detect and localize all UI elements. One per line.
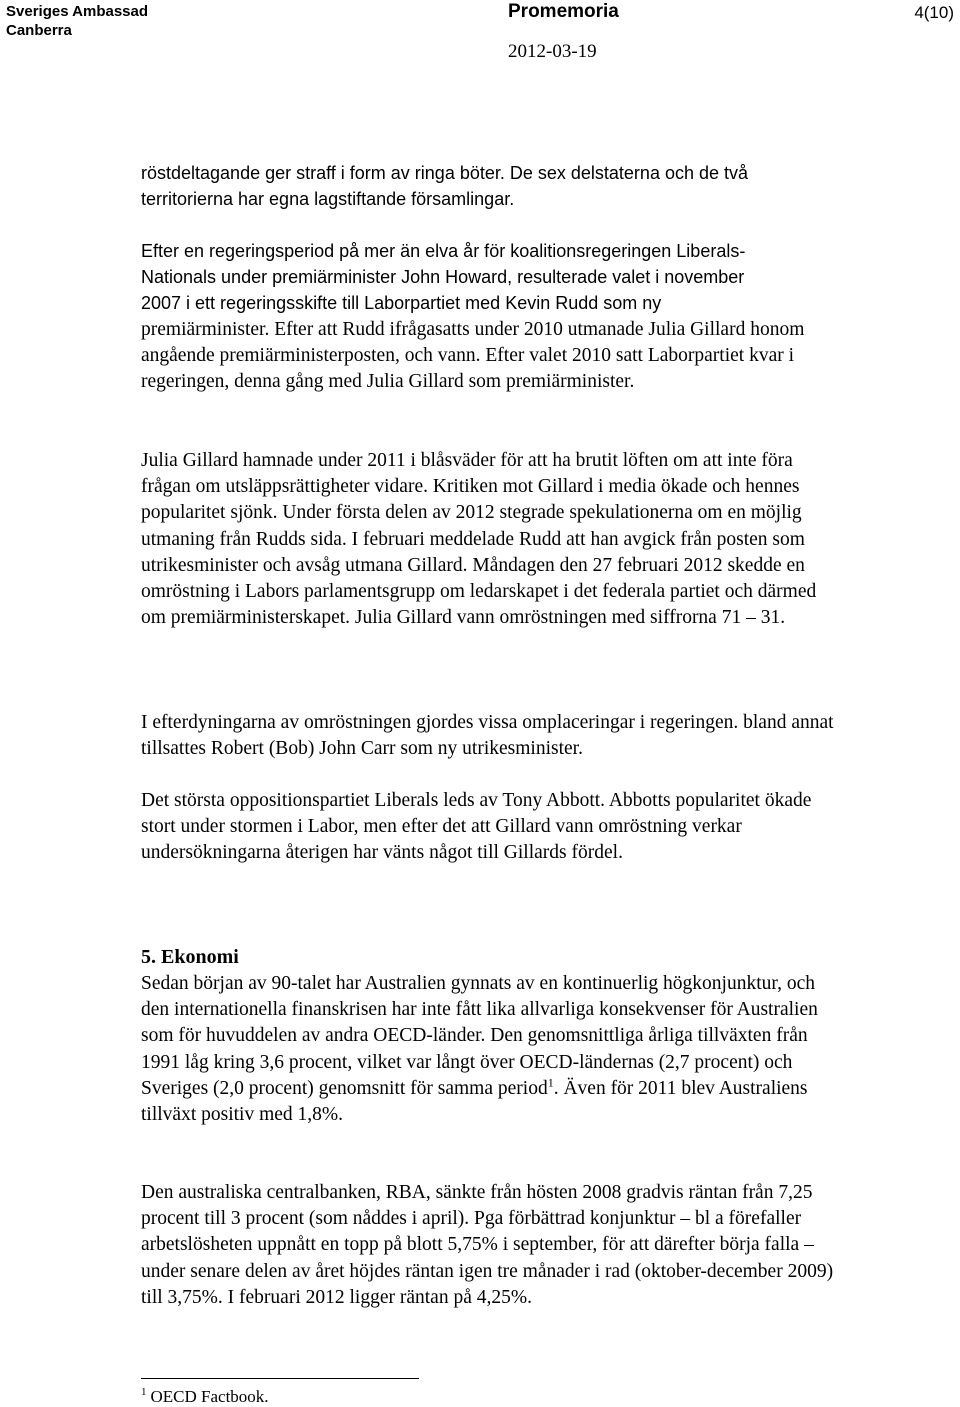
footnote-divider: [141, 1378, 419, 1379]
paragraph-3: Julia Gillard hamnade under 2011 i blåsväder för att ha brutit löften om att inte föra frågan om utsläppsrättigheter vidare. Kritiken mot Gillard i media ökade och hennes popularitet sjönk. Under första delen av 2012 stegrade spekulationerna om en möjlig utmaning från Rudds sida. I februari meddelade Rudd att han avgick från posten som utrikesminister och avsåg utmana Gillard. Måndagen den 27 februari 2012 skedde en omröstning i Labors parlamentsgrupp om ledarskapet i det federala partiet och därmed om premiärministerskapet. Julia Gillard vann omröstningen med siffrorna 71 – 31.: [141, 450, 817, 629]
section-heading-ekonomi: 5. Ekonomi: [141, 946, 239, 968]
footnote-text: OECD Factbook.: [150, 1387, 269, 1406]
paragraph-1-line-1: röstdeltagande ger straff i form av ringa böter. De sex delstaterna och de två: [141, 163, 749, 183]
paragraph-6-text: Sedan början av 90-talet har Australien gynnats av en kontinuerlig högkonjunktur, och den internationella finanskrisen har inte fått lika allvarliga konsekvenser för Australien som för huvuddelen av andra OECD-länder. Den genomsnittliga årliga tillväxten från 1991 låg kring 3,6 procent, vilket var långt över OECD-ländernas (2,7 procent) och Sveriges (2,0 procent) genomsnitt för samma period: [141, 973, 818, 1099]
paragraph-2-line-1: Efter en regeringsperiod på mer än elva år för koalitionsregeringen Liberals-: [141, 241, 746, 261]
paragraph-6-text-end: . Även för 2011 blev Australiens tillväxt positiv med 1,8%.: [141, 1077, 808, 1126]
paragraph-6: [141, 971, 841, 1128]
paragraph-1: [141, 160, 841, 212]
paragraph-1-line-2: territorierna har egna lagstiftande församlingar.: [141, 189, 515, 210]
header-org-block: [6, 2, 148, 40]
paragraph-7: Den australiska centralbanken, RBA, sänkte från hösten 2008 gradvis räntan från 7,25 procent till 3 procent (som nåddes i april). Pga förbättrad konjunktur – bl a förefaller arbetslösheten uppnått en topp på blott 5,75% i september, för att därefter börja falla – under senare delen av året höjdes räntan igen tre månader i rad (oktober-december 2009) till 3,75%. I februari 2012 ligger räntan på 4,25%.: [141, 1182, 834, 1308]
footnote: [141, 1386, 269, 1407]
footnote-mark: 1: [141, 1386, 147, 1399]
doc-date: 2012-03-19: [508, 41, 597, 62]
header-org: Sveriges Ambassad: [6, 3, 149, 20]
paragraph-2-line-3: 2007 i ett regeringsskifte till Laborpartiet med Kevin Rudd som ny: [141, 293, 662, 314]
doc-type-title: Promemoria: [508, 1, 619, 22]
paragraph-4: I efterdyningarna av omröstningen gjordes vissa omplaceringar i regeringen. bland annat tillsattes Robert (Bob) John Carr som ny utrikesminister.: [141, 712, 834, 760]
paragraph-2-rest: premiärminister. Efter att Rudd ifrågasatts under 2010 utmanade Julia Gillard honom angående premiärministerposten, och vann. Efter valet 2010 satt Laborpartiet kvar i regeringen, denna gång med Julia Gillard som premiärminister.: [141, 318, 805, 393]
page-number: 4(10): [914, 3, 954, 22]
header-city: Canberra: [6, 22, 72, 39]
paragraph-5: Det största oppositionspartiet Liberals leds av Tony Abbott. Abbotts popularitet ökade stort under stormen i Labor, men efter det att Gillard vann omröstning verkar undersökningarna återigen har vänts något till Gillards fördel.: [141, 790, 812, 864]
paragraph-2: [141, 238, 841, 395]
paragraph-2-line-2: Nationals under premiärminister John Howard, resulterade valet i november: [141, 267, 745, 288]
footnote-reference[interactable]: 1: [547, 1075, 554, 1090]
